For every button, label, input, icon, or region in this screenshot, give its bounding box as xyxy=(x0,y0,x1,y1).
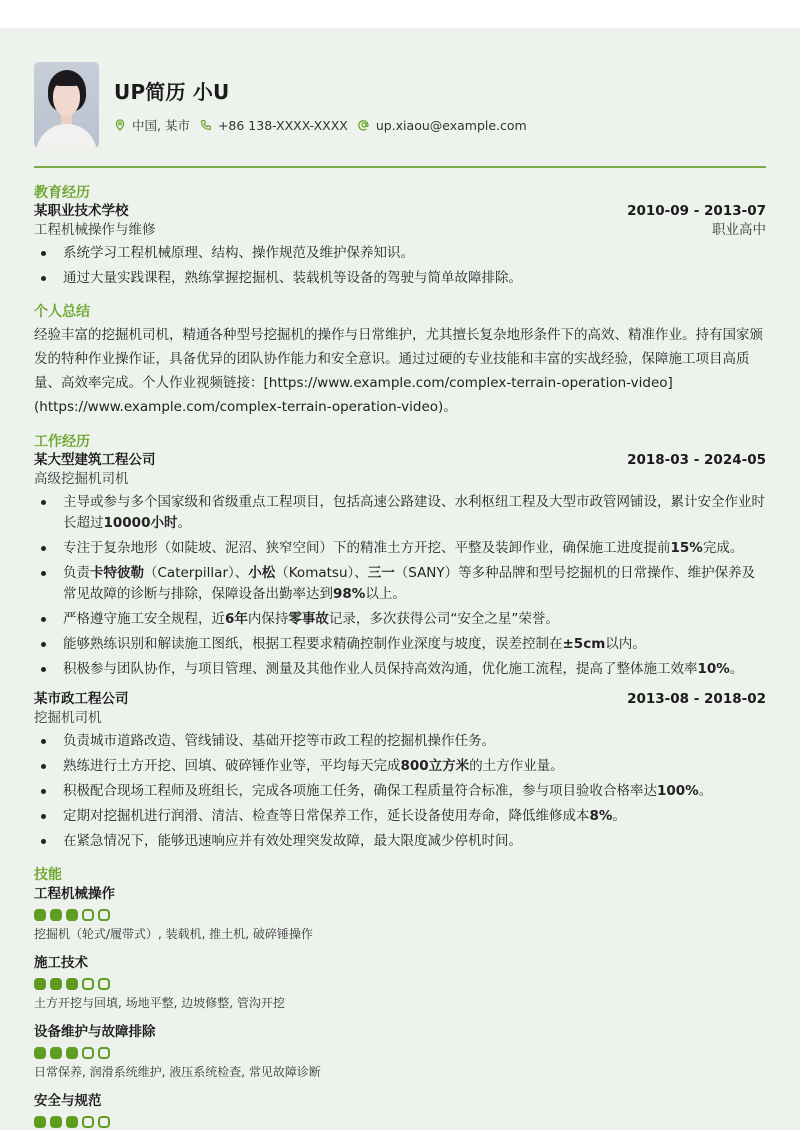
bullet-list xyxy=(34,492,766,680)
email-link[interactable]: up.xiaou@example.com xyxy=(375,117,527,133)
skill-level-rating xyxy=(34,909,766,921)
skills-list xyxy=(34,884,766,1128)
degree: 职业高中 xyxy=(712,222,766,238)
skill-item xyxy=(34,884,766,943)
filled-dot-icon xyxy=(34,909,46,921)
skill-name: 工程机械操作 xyxy=(34,886,115,902)
company-name: 某市政工程公司 xyxy=(34,691,129,707)
at-sign-icon xyxy=(358,119,370,131)
phone-text: +86 138-XXXX-XXXX xyxy=(217,117,348,133)
list-item: 严格遵守施工安全规程，近6年内保持零事故记录，多次获得公司“安全之星”荣誉。 xyxy=(34,609,766,630)
filled-dot-icon xyxy=(50,1047,62,1059)
empty-dot-icon xyxy=(98,1047,110,1059)
date-range: 2018-03 - 2024-05 xyxy=(627,452,766,468)
list-item: 负责城市道路改造、管线铺设、基础开挖等市政工程的挖掘机操作任务。 xyxy=(34,731,766,752)
job-title: 高级挖掘机司机 xyxy=(34,471,129,487)
phone-icon xyxy=(200,119,212,131)
list-item: 主导或参与多个国家级和省级重点工程项目，包括高速公路建设、水利枢纽工程及大型市政管网铺设，累计安全作业时长超过10000小时。 xyxy=(34,492,766,534)
skill-detail: 日常保养, 润滑系统维护, 液压系统检查, 常见故障诊断 xyxy=(34,1065,321,1079)
section-title: 教育经历 xyxy=(34,185,90,201)
skill-name: 安全与规范 xyxy=(34,1093,102,1109)
skill-item xyxy=(34,1022,766,1081)
list-item: 能够熟练识别和解读施工图纸，根据工程要求精确控制作业深度与坡度，误差控制在±5cm以内。 xyxy=(34,634,766,655)
date-range: 2010-09 - 2013-07 xyxy=(627,203,766,219)
list-item: 系统学习工程机械原理、结构、操作规范及维护保养知识。 xyxy=(34,243,766,264)
empty-dot-icon xyxy=(82,1047,94,1059)
location-text: 中国, 某市 xyxy=(132,118,190,133)
skill-detail: 土方开挖与回填, 场地平整, 边坡修整, 管沟开挖 xyxy=(34,996,285,1010)
summary-text: 经验丰富的挖掘机司机，精通各种型号挖掘机的操作与日常维护，尤其擅长复杂地形条件下的高效、精准作业。持有国家颁发的特种作业操作证，具备优异的团队协作能力和安全意识。通过过硬的专业技能和丰富的实战经验，保障施工项目高质量、高效率完成。个人作业视频链接：[https://www.example.com/complex-terrain-operation-video](https://www.example.com/complex-terrain-operation-video)。 xyxy=(34,327,763,415)
company-name: 某大型建筑工程公司 xyxy=(34,452,156,468)
skill-name: 施工技术 xyxy=(34,955,88,971)
filled-dot-icon xyxy=(66,1047,78,1059)
header-info xyxy=(114,76,537,134)
skill-level-rating xyxy=(34,978,766,990)
work-entry xyxy=(34,451,766,680)
contact-row xyxy=(114,116,537,134)
skill-name: 设备维护与故障排除 xyxy=(34,1024,156,1040)
top-blank-bar xyxy=(0,0,800,28)
section-title: 工作经历 xyxy=(34,434,90,450)
bullet-list xyxy=(34,731,766,852)
section-title: 个人总结 xyxy=(34,304,90,320)
filled-dot-icon xyxy=(34,978,46,990)
section-skills xyxy=(34,866,766,1128)
candidate-name: UP简历 小U xyxy=(114,80,230,104)
skill-level-rating xyxy=(34,1116,766,1128)
empty-dot-icon xyxy=(98,1116,110,1128)
list-item: 积极配合现场工程师及班组长，完成各项施工任务，确保工程质量符合标准，参与项目验收合格率达100%。 xyxy=(34,781,766,802)
filled-dot-icon xyxy=(50,909,62,921)
avatar-photo xyxy=(34,62,99,148)
filled-dot-icon xyxy=(34,1047,46,1059)
skill-item xyxy=(34,953,766,1012)
empty-dot-icon xyxy=(98,978,110,990)
section-title: 技能 xyxy=(34,867,62,883)
bullet-list xyxy=(34,243,766,289)
contact-email[interactable] xyxy=(358,118,527,133)
skill-detail: 挖掘机（轮式/履带式）, 装载机, 推土机, 破碎锤操作 xyxy=(34,927,313,941)
empty-dot-icon xyxy=(82,909,94,921)
empty-dot-icon xyxy=(82,1116,94,1128)
location-pin-icon xyxy=(114,119,126,131)
filled-dot-icon xyxy=(66,909,78,921)
skill-item xyxy=(34,1091,766,1128)
header-divider xyxy=(34,166,766,168)
date-range: 2013-08 - 2018-02 xyxy=(627,691,766,707)
resume-header xyxy=(34,62,766,148)
major: 工程机械操作与维修 xyxy=(34,222,156,238)
list-item: 熟练进行土方开挖、回填、破碎锤作业等，平均每天完成800立方米的土方作业量。 xyxy=(34,756,766,777)
filled-dot-icon xyxy=(34,1116,46,1128)
job-title: 挖掘机司机 xyxy=(34,710,102,726)
filled-dot-icon xyxy=(66,1116,78,1128)
list-item: 通过大量实践课程，熟练掌握挖掘机、装载机等设备的驾驶与简单故障排除。 xyxy=(34,268,766,289)
list-item: 积极参与团队协作，与项目管理、测量及其他作业人员保持高效沟通，优化施工流程，提高了整体施工效率10%。 xyxy=(34,659,766,680)
work-entry xyxy=(34,690,766,852)
contact-phone xyxy=(200,118,348,133)
section-education xyxy=(34,184,766,289)
education-entry xyxy=(34,202,766,289)
empty-dot-icon xyxy=(98,909,110,921)
contact-location xyxy=(114,116,190,134)
list-item: 在紧急情况下，能够迅速响应并有效处理突发故障，最大限度减少停机时间。 xyxy=(34,831,766,852)
list-item: 专注于复杂地形（如陡坡、泥沼、狭窄空间）下的精准土方开挖、平整及装卸作业，确保施工进度提前15%完成。 xyxy=(34,538,766,559)
resume-page xyxy=(0,28,800,1130)
section-work xyxy=(34,433,766,852)
skill-level-rating xyxy=(34,1047,766,1059)
list-item: 定期对挖掘机进行润滑、清洁、检查等日常保养工作，延长设备使用寿命，降低维修成本8%。 xyxy=(34,806,766,827)
filled-dot-icon xyxy=(50,978,62,990)
filled-dot-icon xyxy=(50,1116,62,1128)
empty-dot-icon xyxy=(82,978,94,990)
list-item: 负责卡特彼勒（Caterpillar）、小松（Komatsu）、三一（SANY）等多种品牌和型号挖掘机的日常操作、维护保养及常见故障的诊断与排除，保障设备出勤率达到98%以上。 xyxy=(34,563,766,605)
school-name: 某职业技术学校 xyxy=(34,203,129,219)
section-summary xyxy=(34,303,766,419)
filled-dot-icon xyxy=(66,978,78,990)
